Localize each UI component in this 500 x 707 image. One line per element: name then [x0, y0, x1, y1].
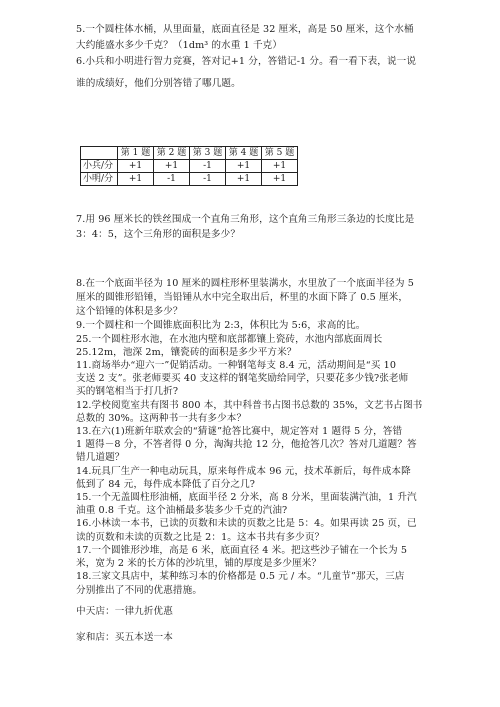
table-cell: +1 [226, 160, 262, 173]
problem-6-line-1: 6.小兵和小明进行智力竞赛，答对记+1 分，答错记-1 分。看一看下表，说一说 [76, 56, 417, 67]
table-cell: -1 [154, 173, 190, 186]
table-header-cell: 第 2 题 [154, 147, 190, 160]
table-header-cell: 第 1 题 [118, 147, 154, 160]
problem-15-line-1: 15.一个无盖圆柱形油桶，底面半径 2 分米，高 8 分米，里面装满汽油，1 升汽 [76, 492, 417, 503]
problem-25-line-2: 25.12m，池深 2m，镶瓷砖的面积是多少平方米？ [76, 347, 297, 358]
table-row [81, 160, 298, 173]
table-header-cell: 第 3 题 [190, 147, 226, 160]
problem-7-line-2: 3：4：5，这个三角形的面积是多少？ [76, 229, 241, 240]
problem-11-line-3: 买的钢笔相当于打几折? [76, 386, 179, 397]
problem-5-line-2: 大约能盛水多少千克？（1dm³ 的水重 1 千克） [76, 40, 283, 51]
problem-13-line-1: 13.在六(1)班新年联欢会的“猜谜”抢答比赛中，规定答对 1 题得 5 分，答错 [76, 426, 403, 437]
table-cell: -1 [190, 160, 226, 173]
table-header-cell: 第 5 题 [262, 147, 298, 160]
problem-11-line-1: 11.商场举办“迎六一”促销活动。一种钢笔每支 8.4 元，活动期间是“买 10 [76, 360, 397, 371]
problem-14-line-2: 低到了 84 元，每件成本降低了百分之几? [76, 479, 256, 490]
problem-7-line-1: 7.用 96 厘米长的铁丝围成一个直角三角形，这个直角三角形三条边的长度比是 [76, 214, 415, 225]
problem-17-line-2: 米，宽为 2 米的长方体的沙坑里，铺的厚度是多少厘米？ [76, 558, 322, 569]
problem-18-line-2: 分别推出了不同的优惠措施。 [76, 585, 203, 596]
problem-18-line-1: 18.三家文具店中，某种练习本的价格都是 0.5 元 / 本。“儿童节”那天，三店 [76, 571, 405, 582]
problem-8-line-1: 8.在一个底面半径为 10 厘米的圆柱形杯里装满水，水里放了一个底面半径为 5 [76, 278, 414, 289]
problem-13-line-2: 1 题得－8 分，不答者得 0 分，淘淘共抢 12 分，他抢答几次？答对几道题？答 [76, 439, 417, 450]
problem-12-line-2: 总数的 30%。这两种书一共有多少本？ [76, 413, 247, 424]
problem-13-line-3: 错几道题？ [76, 452, 125, 463]
store-zhongtian: 中天店：一律九折优惠 [76, 606, 173, 617]
problem-6-line-2: 谁的成绩好，他们分别答错了哪几题。 [76, 78, 241, 89]
problem-12-line-1: 12.学校阅览室共有图书 800 本，其中科普书占图书总数的 35%，文艺书占图书 [76, 400, 423, 411]
problem-15-line-2: 油重 0.8 千克。这个油桶最多装多少千克的汽油? [76, 505, 288, 516]
table-row [81, 173, 298, 186]
problem-16-line-1: 16.小林读一本书，已读的页数和未读的页数之比是 5：4。如果再读 25 页，已 [76, 518, 417, 529]
table-header-cell [81, 147, 118, 160]
problem-8-line-2: 厘米的圆锥形铅锤，当铅锤从水中完全取出后，杯里的水面下降了 0.5 厘米， [76, 292, 409, 303]
problem-17-line-1: 17.一个圆锥形沙堆，高是 6 米，底面直径 4 米。把这些沙子铺在一个长为 5 [76, 545, 408, 556]
problem-8-line-3: 这个铅锤的体积是多少？ [76, 306, 183, 317]
table-cell: +1 [118, 160, 154, 173]
table-cell: 小明/分 [81, 173, 118, 186]
table-header-cell: 第 4 题 [226, 147, 262, 160]
score-table [80, 146, 298, 186]
table-cell: +1 [118, 173, 154, 186]
table-cell: +1 [154, 160, 190, 173]
table-header-row [81, 147, 298, 160]
table-cell: +1 [262, 173, 298, 186]
problem-14-line-1: 14.玩具厂生产一种电动玩具，原来每件成本 96 元，技术革新后，每件成本降 [76, 466, 411, 477]
store-jiahe: 家和店：买五本送一本 [76, 632, 173, 643]
problem-25-line-1: 25.一个圆柱形水池，在水池内壁和底部都镶上瓷砖，水池内部底面周长 [76, 334, 383, 345]
problem-5-line-1: 5.一个圆柱体水桶，从里面量，底面直径是 32 厘米，高是 50 厘米，这个水桶 [76, 24, 414, 35]
problem-11-line-2: 支送 2 支”。张老师要买 40 支这样的钢笔奖励给同学，只要花多少钱?张老师 [76, 373, 409, 384]
problem-9-line-1: 9.一个圆柱和一个圆锥底面积比为 2:3，体积比为 5:6，求高的比。 [76, 320, 366, 331]
table-cell: +1 [262, 160, 298, 173]
table-cell: -1 [190, 173, 226, 186]
problem-16-line-2: 读的页数和未读的页数之比是 2：1。这本书共有多少页？ [76, 532, 325, 543]
table-cell: 小兵/分 [81, 160, 118, 173]
table-cell: +1 [226, 173, 262, 186]
